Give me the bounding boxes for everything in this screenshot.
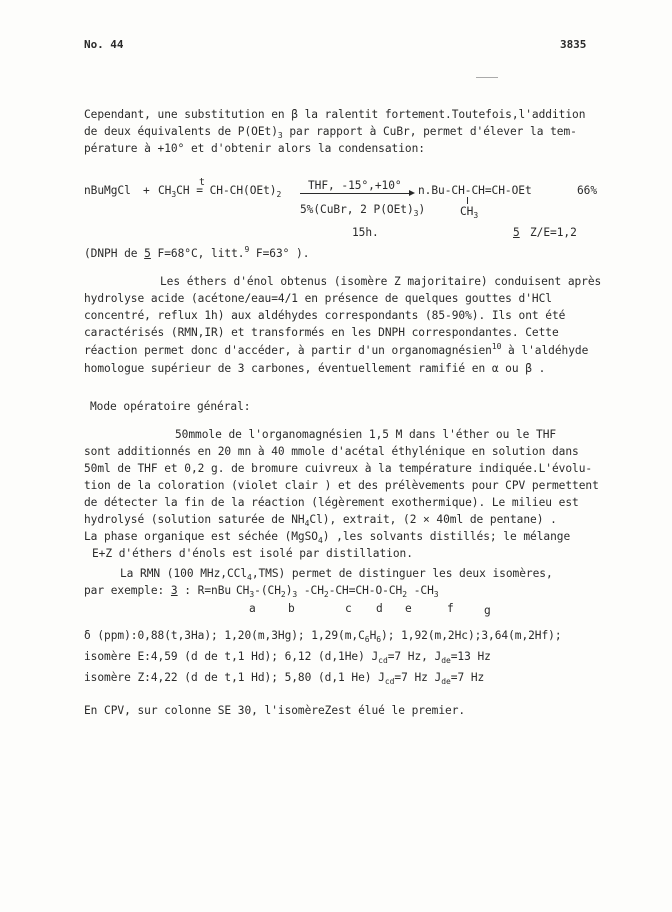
procedure-line4: tion de la coloration (violet clair ) et des prélèvements pour CPV permettent [84, 479, 599, 492]
product-branch: $CH_3$ [460, 205, 479, 220]
procedure-line8: E+Z d'éthers d'énols est isolé par distillation. [92, 547, 413, 560]
proton-label-g: g [484, 604, 491, 617]
plus-sign: + [143, 184, 150, 197]
superscript-t: t [199, 177, 205, 188]
proton-label-f: f [447, 602, 454, 615]
reaction-conditions-top: THF, -15°,+10° [308, 179, 402, 192]
page-number: 3835 [560, 38, 587, 51]
proton-label-b: b [288, 602, 295, 615]
reaction-conditions-bottom: 5%(CuBr, 2 $P(OEt)_3$) [300, 203, 426, 218]
dnph-line: (DNPH de 5 F=68°C, litt.$^9$ F=63° ). [84, 245, 310, 260]
proton-label-a: a [249, 602, 256, 615]
reactant-1: nBuMgCl [84, 184, 131, 197]
yield: 66% [577, 184, 598, 197]
para1-line2: de deux équivalents de $P(OEt)_3$ par rapport à CuBr, permet d'élever la tem- [84, 125, 577, 140]
reaction-arrow-line [300, 193, 410, 194]
journal-issue: No. 44 [84, 38, 124, 51]
procedure-line2: sont additionnés en 20 mn à 40 mmole d'acétal éthylénique en solution dans [84, 445, 579, 458]
compound-number: 5 [513, 226, 520, 239]
nmr-isomer-e: isomère E:4,59 (d de t,1 Hd); 6,12 (d,1He) $J_{cd}=7$ Hz, $J_{de}=13$ Hz [84, 650, 491, 665]
reaction-arrow-head [409, 190, 415, 196]
para2-line4: caractérisés (RMN,IR) et transformés en les DNPH correspondantes. Cette [84, 326, 559, 339]
nmr-delta-line: δ (ppm):0,88(t,3Ha); 1,20(m,3Hg); $1,29(m,C_6H_6)$; 1,92(m,2Hc);3,64(m,2Hf); [84, 629, 562, 644]
product: n.Bu-CH-CH=CH-OEt [418, 184, 532, 197]
branch-bond [467, 197, 468, 204]
scan-mark [476, 77, 498, 78]
proton-label-e: e [405, 602, 412, 615]
cpv-line: En CPV, sur colonne SE 30, l'isomèreZest élué le premier. [84, 704, 466, 717]
procedure-line3: 50ml de THF et 0,2 g. de bromure cuivreux à la température indiquée.L'évolu- [84, 462, 593, 475]
para2-line3: concentré, reflux 1h) aux aldéhydes correspondants (85-90%). Ils ont été [84, 309, 566, 322]
reactant-2: $CH_3CH = CH-CH(OEt)_2$ [158, 184, 282, 199]
para2-line1: Les éthers d'énol obtenus (isomère Z majoritaire) conduisent après [160, 275, 602, 288]
nmr-example: par exemple: 3 : R=nBu [84, 584, 232, 597]
para1-line3: pérature à +10° et d'obtenir alors la condensation: [84, 142, 425, 155]
nmr-isomer-z: isomère Z:4,22 (d de t,1 Hd); 5,80 (d,1 He) $J_{cd}=7$ Hz $J_{de}=7$ Hz [84, 671, 485, 686]
procedure-line7: La phase organique est séchée (MgSO$_4$) ,les solvants distillés; le mélange [84, 530, 571, 545]
para2-line6: homologue supérieur de 3 carbones, éventuellement ramifié en α ou β . [84, 362, 546, 375]
isomer-ratio: Z/E=1,2 [530, 226, 577, 239]
proton-label-c: c [345, 602, 352, 615]
nmr-intro: La RMN (100 MHz,CCl$_4$,TMS) permet de distinguer les deux isomères, [120, 567, 553, 582]
section-title: Mode opératoire général: [90, 400, 251, 413]
procedure-line6: hydrolysé (solution saturée de $NH_4Cl$), extrait, (2 × 40ml de pentane) . [84, 513, 557, 528]
procedure-line5: de détecter la fin de la réaction (légèrement exothermique). Le milieu est [84, 496, 579, 509]
nmr-structure: $CH_3-(CH_2)_3$ $-CH_2-CH=CH-O-CH_2$ $-CH_3$ [236, 584, 439, 599]
para2-line2: hydrolyse acide (acétone/eau=4/1 en présence de quelques gouttes d'HCl [84, 292, 552, 305]
para1-line1: Cependant, une substitution en β la ralentit fortement.Toutefois,l'addition [84, 108, 586, 121]
proton-label-d: d [376, 602, 383, 615]
para2-line5: réaction permet donc d'accéder, à partir d'un organomagnésien$^{10}$ à l'aldéhyde [84, 342, 589, 357]
reaction-time: 15h. [352, 226, 379, 239]
procedure-line1: 50mmole de l'organomagnésien 1,5 M dans l'éther ou le THF [175, 428, 557, 441]
